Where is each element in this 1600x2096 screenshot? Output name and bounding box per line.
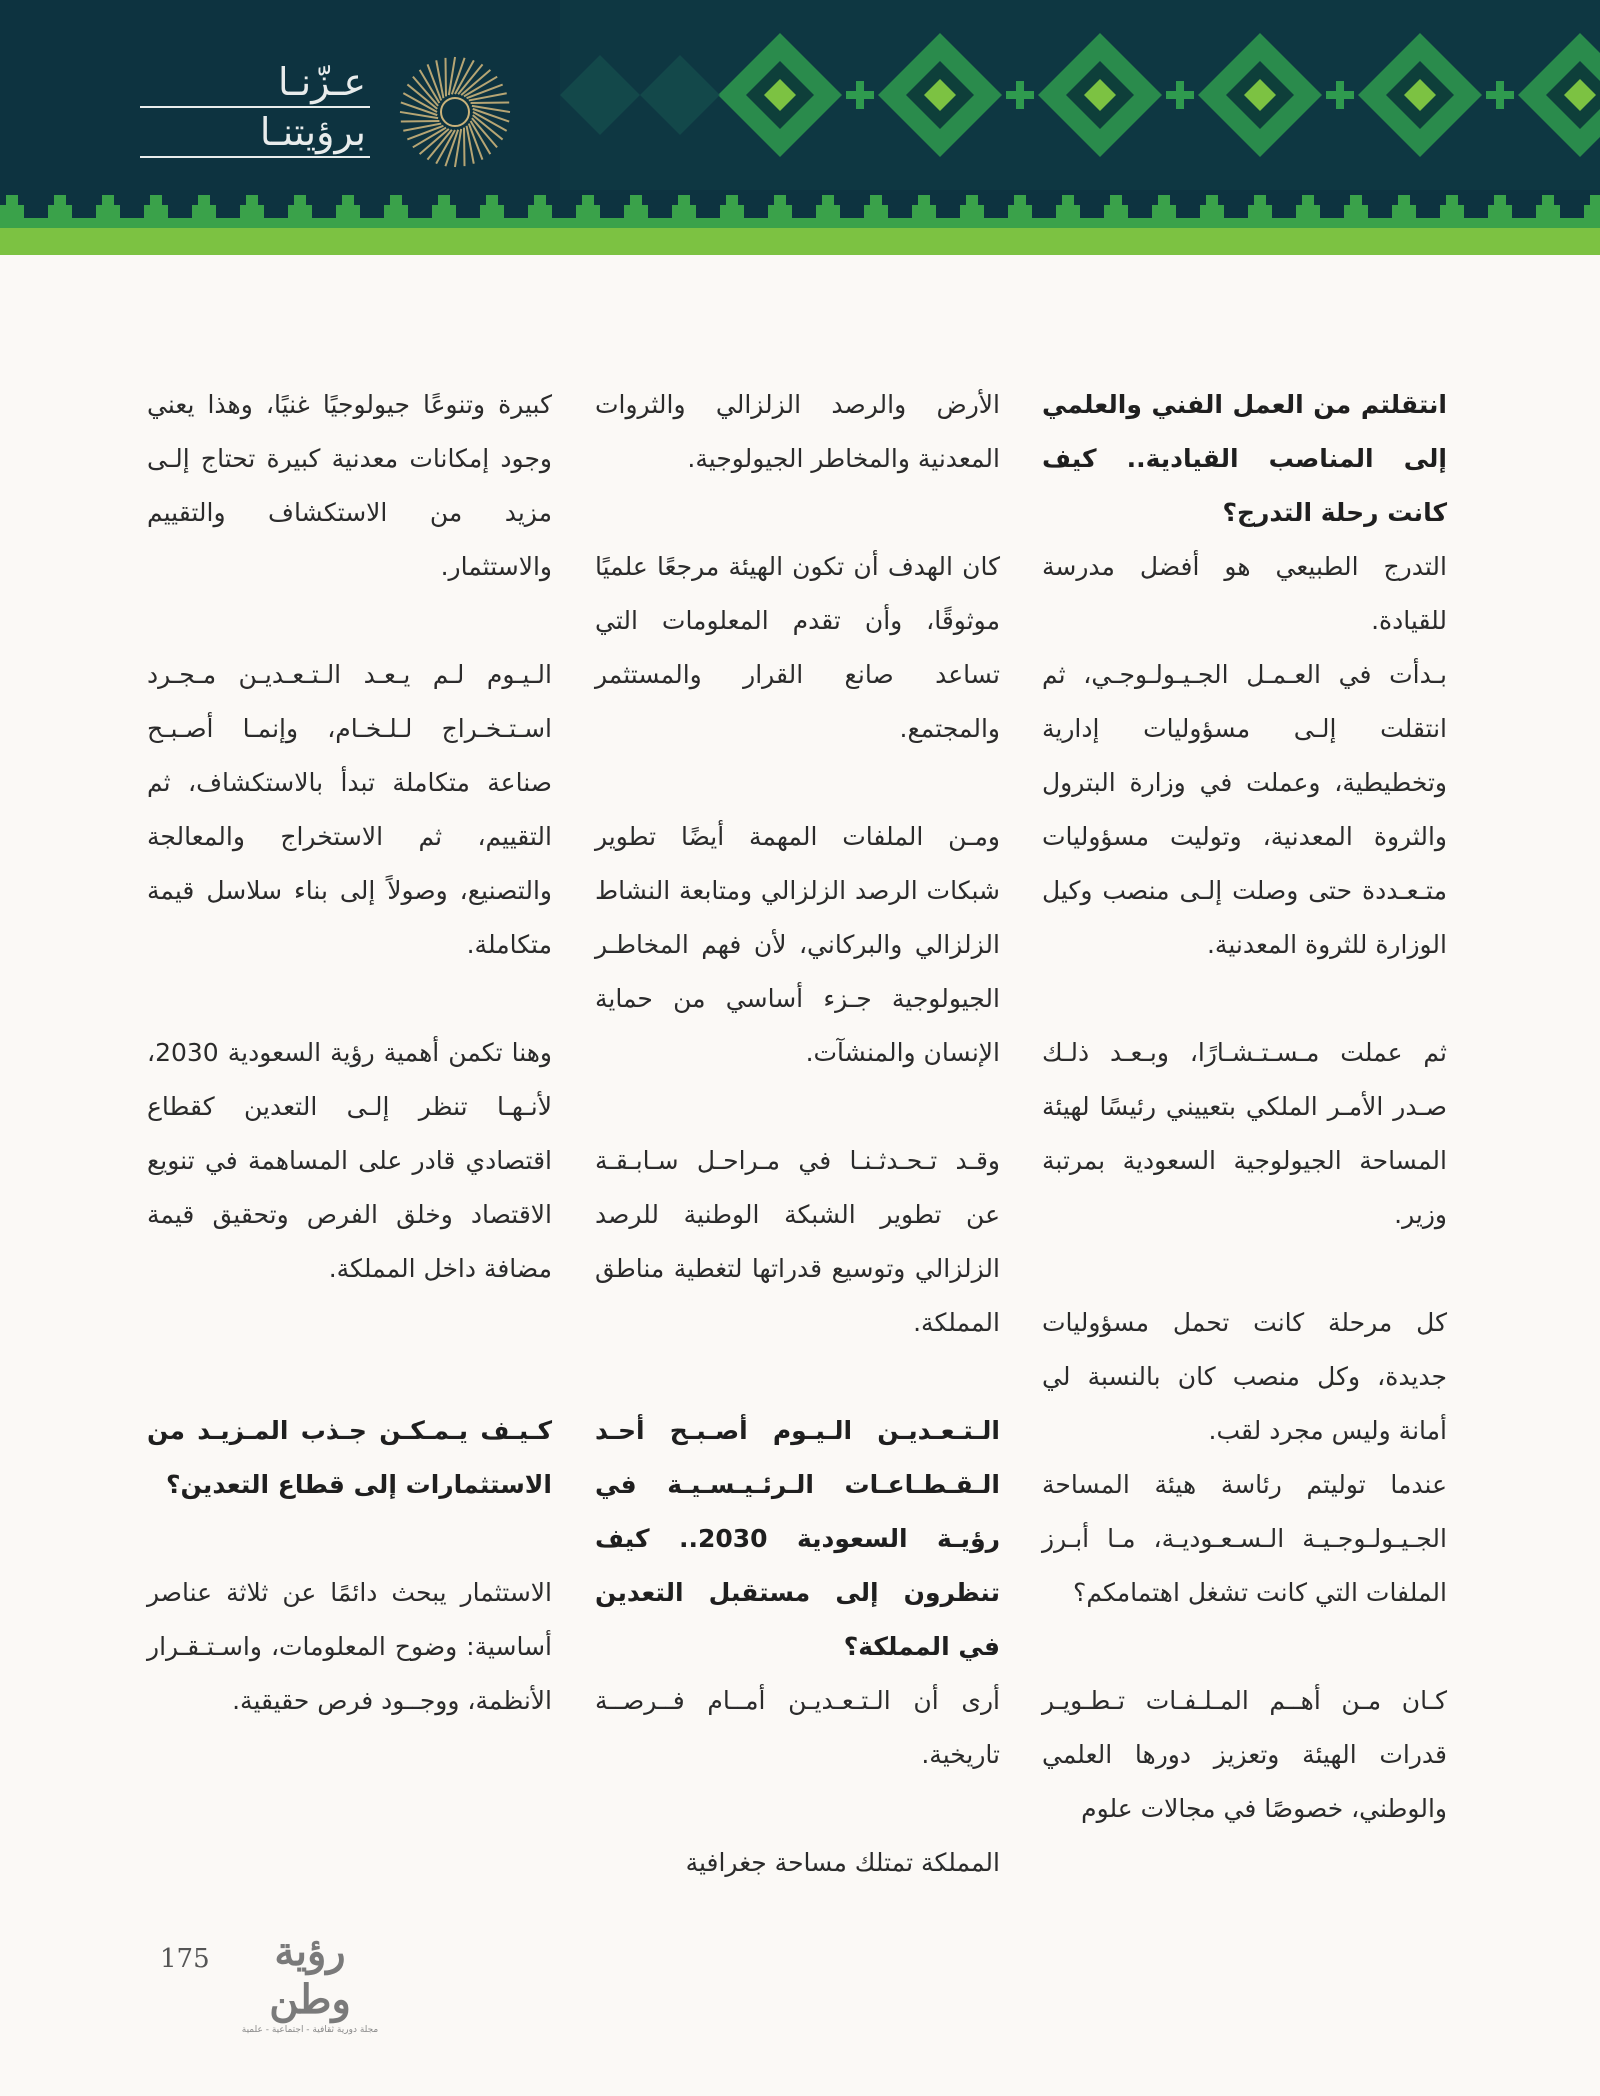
step-tooth-top: [342, 195, 354, 207]
step-tooth-top: [1254, 195, 1266, 207]
step-tooth-top: [1350, 195, 1362, 207]
bottom-band: [0, 225, 1600, 255]
interview-question: الـتـعـديـن الـيـوم أصـبـح أحـد الـقـطـاعـات الـرئـيـسـيـة في رؤيـة السعودية 2030.. كيف تنظرون إلى مستقبل التعدين في المملكة؟: [595, 1416, 1000, 1661]
step-tooth-top: [918, 195, 930, 207]
emblem-ray: [471, 102, 510, 103]
step-tooth-top: [870, 195, 882, 207]
slogan-line-2: برؤيتنـا: [140, 108, 370, 158]
step-tooth-top: [630, 195, 642, 207]
paragraph-gap: [1042, 1242, 1447, 1296]
paragraph: ومـن الملفات المهمة أيضًا تطوير شبكات الرصد الزلزالي ومتابعة النشاط الزلزالي والبركاني، لأن فهم المخاطـر الجيولوجية جـزء أساسي من حماية الإنسان والمنشآت.: [595, 822, 1000, 1067]
step-tooth-top: [966, 195, 978, 207]
step-tooth-top: [1590, 195, 1600, 207]
step-tooth-top: [1542, 195, 1554, 207]
step-tooth-top: [6, 195, 18, 207]
paragraph-gap: [147, 972, 552, 1026]
step-tooth-top: [534, 195, 546, 207]
paragraph: كان الهدف أن تكون الهيئة مرجعًا علميًا موثوقًا، وأن تقدم المعلومات التي تساعد صانع القرار والمستثمر والمجتمع.: [595, 552, 1000, 743]
step-tooth-top: [1206, 195, 1218, 207]
logo-subtitle: مجلة دورية ثقافية - اجتماعية - علمية: [241, 2025, 379, 2035]
step-tooth-top: [1494, 195, 1506, 207]
step-tooth-top: [678, 195, 690, 207]
paragraph: بـدأت في العـمـل الجـيـولـوجـي، ثم انتقلت إلـى مسؤوليات إدارية وتخطيطية، وعملت في وزارة البترول والثروة المعدنية، وتوليت مسؤوليات متـعـددة حتى وصلت إلـى منصب وكيل الوزارة للثروة المعدنية.: [1042, 660, 1447, 959]
paragraph: وقـد تـحـدثـنـا في مـراحـل سـابـقـة عن تطوير الشبكة الوطنية للرصد الزلزالي وتوسيع قدراتها لتغطية مناطق المملكة.: [595, 1146, 1000, 1337]
paragraph: كبيرة وتنوعًا جيولوجيًا غنيًا، وهذا يعني وجود إمكانات معدنية كبيرة تحتاج إلـى مزيد من الاستكشاف والتقييم والاستثمار.: [147, 390, 552, 581]
step-tooth-top: [198, 195, 210, 207]
step-tooth-top: [1302, 195, 1314, 207]
step-tooth-top: [54, 195, 66, 207]
step-tooth-top: [1014, 195, 1026, 207]
paragraph-gap: [1042, 1620, 1447, 1674]
paragraph: الـيـوم لـم يـعـد الـتـعـديـن مـجـرد اسـتـخـراج لـلـخـام، وإنمـا أصـبـح صناعة متكاملة تبدأ بالاستكشاف، ثم التقييم، ثم الاستخراج والمعالجة والتصنيع، وصولاً إلى بناء سلاسل قيمة متكاملة.: [147, 660, 552, 959]
paragraph-gap: [595, 1350, 1000, 1404]
step-tooth-top: [1158, 195, 1170, 207]
cross-motif: [1176, 81, 1184, 109]
emblem-ray: [464, 128, 465, 167]
logo-title: رؤية وطن: [269, 1928, 351, 2023]
step-tooth-top: [582, 195, 594, 207]
emblem-ray: [445, 58, 446, 97]
paragraph: كل مرحلة كانت تحمل مسؤوليات جديدة، وكل منصب كان بالنسبة لي أمانة وليس مجرد لقب.: [1042, 1308, 1447, 1445]
emblem-ray: [401, 121, 440, 122]
paragraph-gap: [595, 1782, 1000, 1836]
step-tooth-top: [1110, 195, 1122, 207]
paragraph: كـان مـن أهــم المـلـفـات تـطـويـر قدرات الهيئة وتعزيز دورها العلمي والوطني، خصوصًا في مجالات علوم: [1042, 1686, 1447, 1823]
step-tooth-top: [822, 195, 834, 207]
step-tooth-top: [150, 195, 162, 207]
paragraph: التدرج الطبيعي هو أفضل مدرسة للقيادة.: [1042, 552, 1447, 635]
paragraph-gap: [147, 1350, 552, 1404]
paragraph-gap: [1042, 972, 1447, 1026]
paragraph-gap: [595, 756, 1000, 810]
header-banner: [0, 0, 1600, 255]
paragraph: الأرض والرصد الزلزالي والثروات المعدنية والمخاطر الجيولوجية.: [595, 390, 1000, 473]
column-left: [147, 378, 552, 1728]
paragraph: ثم عملت مـسـتـشـارًا، وبـعـد ذلـك صـدر الأمـر الملكي بتعييني رئيسًا لهيئة المساحة الجيولوجية السعودية بمرتبة وزير.: [1042, 1038, 1447, 1229]
step-tooth-top: [1446, 195, 1458, 207]
paragraph: وهنا تكمن أهمية رؤية السعودية 2030، لأنـهـا تنظر إلـى التعدين كقطاع اقتصادي قادر على المساهمة في تنويع الاقتصاد وخلق الفرص وتحقيق قيمة مضافة داخل المملكة.: [147, 1038, 552, 1283]
magazine-logo: [240, 1928, 380, 2035]
paragraph-gap: [147, 1296, 552, 1350]
cross-motif: [1336, 81, 1344, 109]
cross-motif: [1016, 81, 1024, 109]
step-tooth-top: [294, 195, 306, 207]
paragraph: المملكة تمتلك مساحة جغرافية: [685, 1848, 1000, 1877]
interview-question: كـيـف يـمـكـن جـذب المـزيـد من الاستثمارات إلى قطاع التعدين؟: [147, 1416, 552, 1499]
step-tooth-top: [774, 195, 786, 207]
step-tooth-top: [1062, 195, 1074, 207]
interview-question: انتقلتم من العمل الفني والعلمي إلى المناصب القيادية.. كيف كانت رحلة التدرج؟: [1042, 390, 1447, 527]
step-tooth-top: [1398, 195, 1410, 207]
paragraph-gap: [595, 486, 1000, 540]
step-tooth-top: [390, 195, 402, 207]
cross-motif: [1496, 81, 1504, 109]
page-number: 175: [160, 1944, 210, 1974]
column-middle: [595, 378, 1000, 1890]
step-tooth-top: [438, 195, 450, 207]
step-tooth-top: [726, 195, 738, 207]
brand-slogan: [140, 58, 370, 158]
paragraph-gap: [595, 1080, 1000, 1134]
column-right: [1042, 378, 1447, 1836]
cross-motif: [856, 81, 864, 109]
paragraph: الاستثمار يبحث دائمًا عن ثلاثة عناصر أساسية: وضوح المعلومات، واسـتـقـرار الأنظمة، ووجــود فرص حقيقية.: [147, 1578, 552, 1715]
paragraph: عندما توليتم رئاسة هيئة المساحة الجـيـولـوجـيـة الـسـعـوديـة، مـا أبـرز الملفات التي كانت تشغل اهتمامكم؟: [1042, 1470, 1447, 1607]
step-tooth-top: [486, 195, 498, 207]
paragraph-gap: [147, 1512, 552, 1566]
step-tooth-top: [246, 195, 258, 207]
slogan-line-1: عـزّنـا: [140, 58, 370, 108]
step-base: [0, 218, 1600, 228]
paragraph-gap: [147, 594, 552, 648]
emblem-center: [441, 98, 469, 126]
step-tooth-top: [102, 195, 114, 207]
paragraph: أرى أن الـتـعـديـن أمــام فــرصــة تاريخية.: [595, 1686, 1000, 1769]
